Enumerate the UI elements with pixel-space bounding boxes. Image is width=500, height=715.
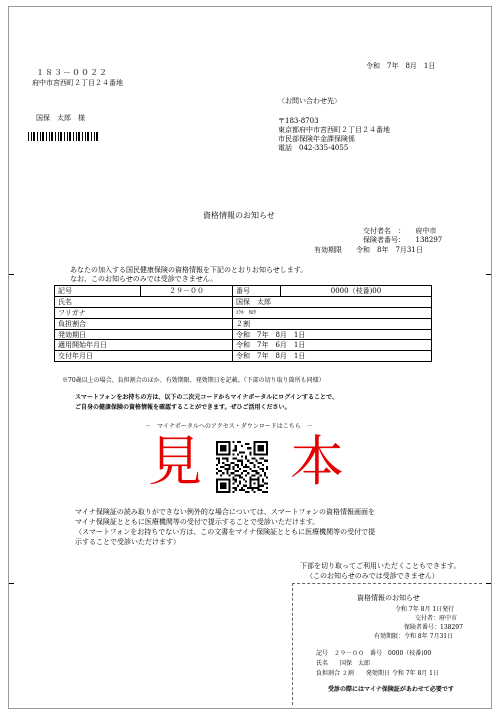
exception-line-2: マイナ保険証とともに医療機関等の受付で提示することで受診いただけます。 [75,518,320,526]
stub-footer-notice: 受診の際にはマイナ保険証があわせて必要です [328,686,454,693]
table-row [55,296,432,307]
stub-burden-ratio: 負担割合 ２割 発効期日 令和 7年 8月 1日 [316,670,439,677]
table-label: 適用開始年月日 [55,340,233,351]
table-label: フリガナ [55,307,233,318]
intro-line-2: なお、このお知らせのみでは受診できません。 [70,275,218,283]
contact-department: 市民部保険年金課保険係 [278,135,355,143]
table-row [55,318,432,329]
expiry-date: 有効期限 令和 8年 7月31日 [314,246,423,254]
mynaportal-qr-code[interactable] [216,441,268,493]
qr-code-icon [216,441,268,493]
table-label: 負担割合 [55,318,233,329]
table-label: 番号 [233,286,281,297]
table-value: ２９－００ [141,286,233,297]
contact-postal: 〒183-8703 [278,117,319,125]
recipient-address: 府中市宮西町２丁目２４番地 [32,79,123,87]
insurer-number: 保険者番号： 138297 [363,236,443,244]
table-value: 令和 7年 8月 1日 [233,329,432,340]
recipient-postal-code: １８３－００２２ [36,68,108,77]
portal-access-label: － マイナポータルへのアクセス・ダウンロードはこちら － [145,423,313,430]
table-value: 令和 7年 6月 1日 [233,340,432,351]
table-label: 交付年月日 [55,351,233,362]
table-row [55,340,432,351]
cut-mark-left [9,583,14,584]
sample-stamp-right: 本 [290,430,344,493]
table-label: 氏名 [55,296,233,307]
issue-date: 令和 7年 8月 1日 [366,62,436,70]
qualification-table [54,285,432,362]
table-row [55,286,432,297]
cut-mark-right [486,583,491,584]
stub-issued-date: 令和 7年 8月 1日発行 [395,606,455,613]
contact-title: 〈お問い合わせ先〉 [278,97,341,105]
stub-title: 資格情報のお知らせ [357,594,420,602]
document-title: 資格情報のお知らせ [203,211,275,220]
postal-barcode [28,132,100,141]
table-value: ｺｸﾎ ﾀﾛｳ [233,307,432,318]
table-row [55,329,432,340]
fold-mark-left [9,274,14,275]
contact-phone: 電話 042-335-4055 [278,144,349,152]
table-value: 国保 太郎 [233,296,432,307]
stub-name: 氏名 国保 太郎 [316,660,371,667]
stub-insurer-number: 保険者番号：138297 [404,624,463,631]
table-value: 0000（枝番)00 [281,286,432,297]
exception-line-4: 示することで受診いただけます） [75,538,180,546]
exception-line-1: マイナ保険証の読み取りができない例外的な場合については、スマートフォンの資格情報画面を [75,508,376,516]
intro-line-1: あなたの加入する国民健康保険の資格情報を下記のとおりお知らせします。 [70,266,308,274]
table-value: ２割 [233,318,432,329]
contact-address: 東京都府中市宮西町２丁目２４番地 [278,126,390,134]
table-row [55,351,432,362]
exception-line-3: （スマートフォンをお持ちでない方は、この文書をマイナ保険証とともに医療機関等の受付で提 [75,528,376,536]
sample-stamp-left: 見 [148,430,202,493]
table-label: 記号 [55,286,141,297]
table-row [55,307,432,318]
smartphone-notice-line-2: ご自身の健康保険の資格情報を確認することができます。ぜひご活用ください。 [75,404,291,411]
issuer-name: 交付者名 ： 府中市 [363,227,437,235]
table-note: ※70歳以上の場合、負担割合のほか、有効期限、発効期日を記載。（下部の切り取り箇所も同様） [62,377,325,384]
table-value: 令和 7年 8月 1日 [233,351,432,362]
cut-notice-line-2: （このお知らせのみでは受診できません） [306,572,439,580]
stub-symbol-number: 記号 ２９－００ 番号 0000（枝番)00 [316,650,432,657]
fold-mark-right [486,274,491,275]
smartphone-notice-line-1: スマートフォンをお持ちの方は、以下の二次元コードからマイナポータルにログインすることで、 [75,394,338,401]
table-label: 発効期日 [55,329,233,340]
stub-expiry: 有効期限：令和 8年 7月31日 [374,633,454,640]
stub-issuer: 交付者：府中市 [415,615,458,622]
cut-notice-line-1: 下部を切り取ってご利用いただくこともできます。 [300,562,461,570]
recipient-name: 国保 太郎 様 [36,114,85,122]
